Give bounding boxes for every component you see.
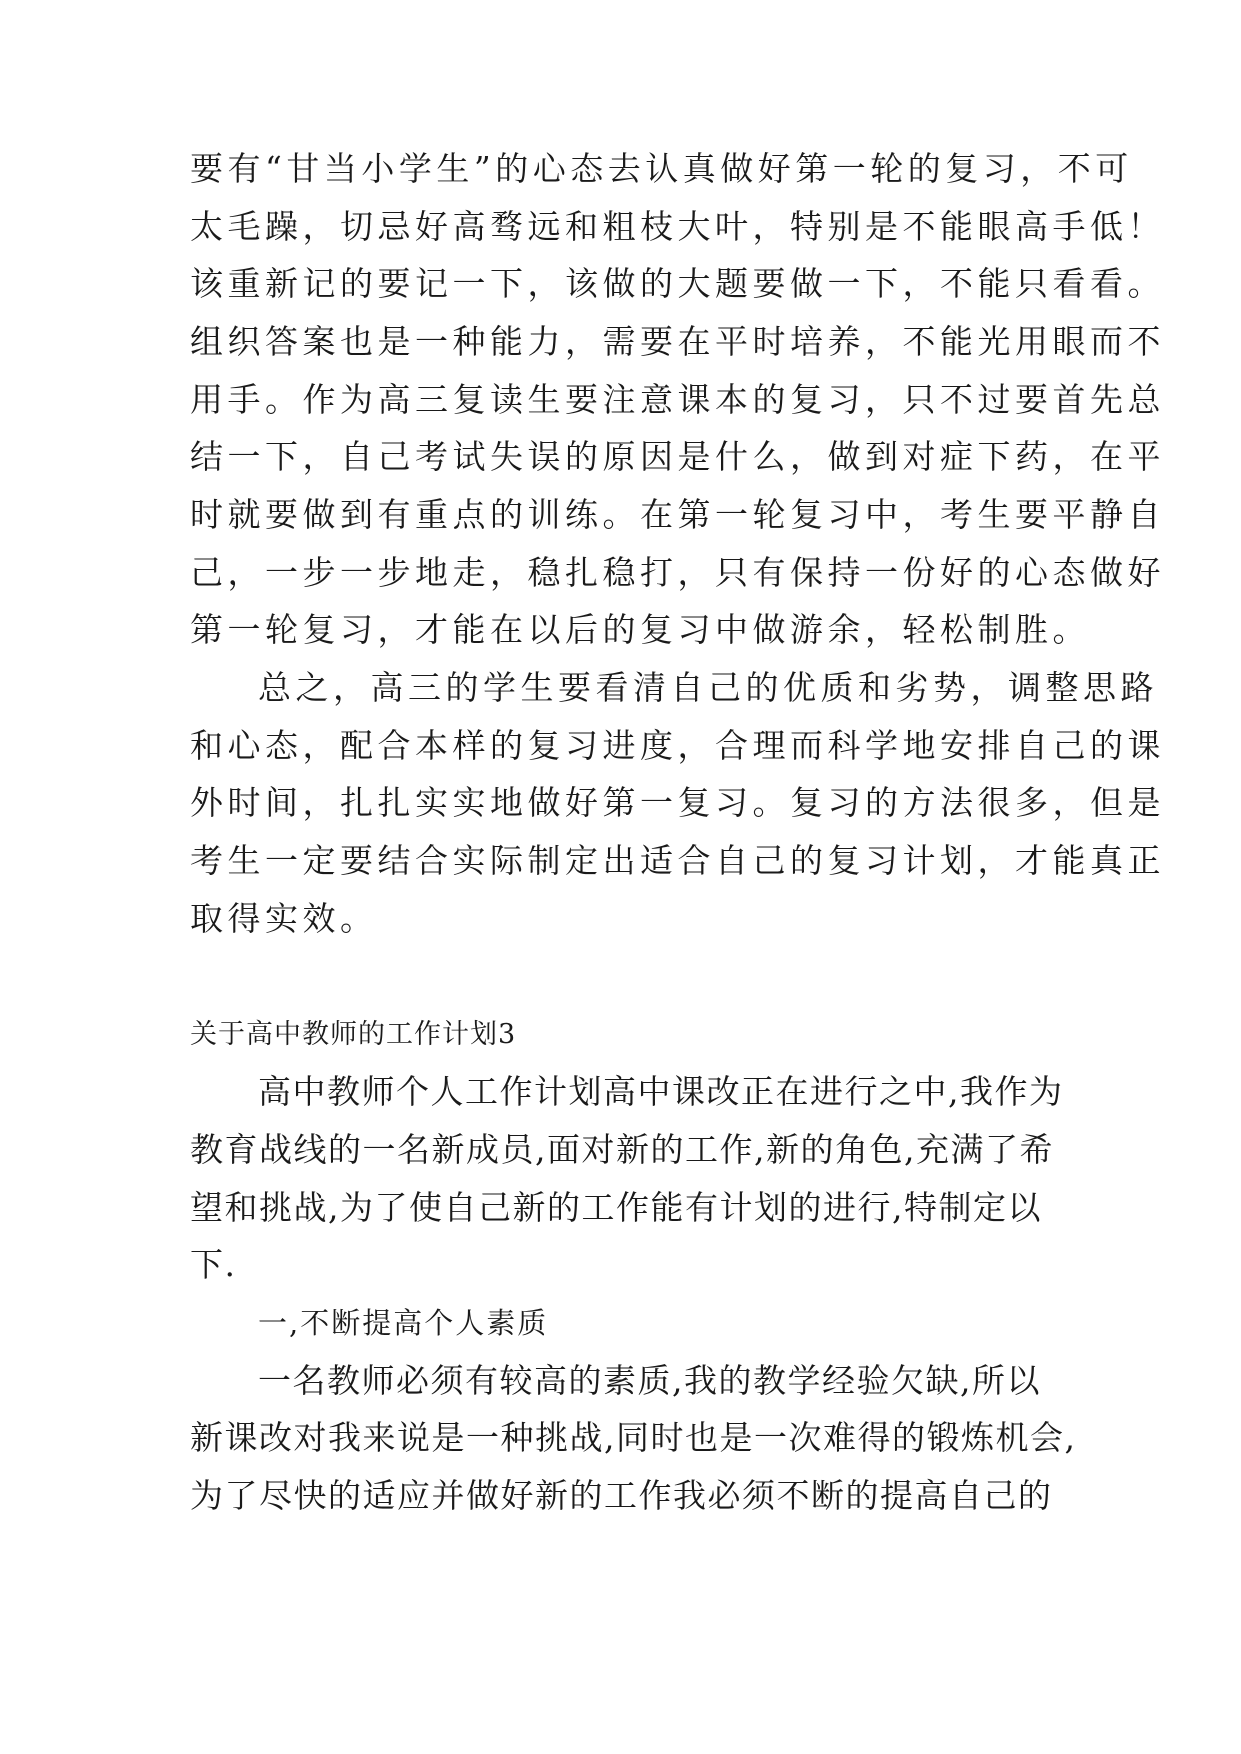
text-line: 己，一步一步地走，稳扎稳打，只有保持一份好的心态做好 (190, 553, 1165, 592)
text-line: 第一轮复习，才能在以后的复习中做游余，轻松制胜。 (190, 610, 1090, 649)
text-line: 新课改对我来说是一种挑战,同时也是一次难得的锻炼机会, (190, 1418, 1077, 1457)
text-line: 时就要做到有重点的训练。在第一轮复习中，考生要平静自 (190, 495, 1165, 534)
text-line: 为了尽快的适应并做好新的工作我必须不断的提高自己的 (190, 1476, 1053, 1515)
text-line: 要有“甘当小学生”的心态去认真做好第一轮的复习，不可 (190, 149, 1133, 188)
section-heading: 关于高中教师的工作计划3 (190, 1019, 517, 1050)
text-line: 用手。作为高三复读生要注意课本的复习，只不过要首先总 (190, 380, 1165, 419)
text-line: 总之，高三的学生要看清自己的优质和劣势，调整思路 (258, 668, 1158, 707)
text-line: 结一下，自己考试失误的原因是什么，做到对症下药，在平 (190, 437, 1165, 476)
text-line: 下. (190, 1245, 237, 1284)
text-line: 教育战线的一名新成员,面对新的工作,新的角色,充满了希 (190, 1130, 1054, 1169)
text-line: 一名教师必须有较高的素质,我的教学经验欠缺,所以 (258, 1361, 1041, 1400)
text-line: 和心态，配合本样的复习进度，合理而科学地安排自己的课 (190, 726, 1165, 765)
text-line: 外时间，扎扎实实地做好第一复习。复习的方法很多，但是 (190, 783, 1165, 822)
text-line: 组织答案也是一种能力，需要在平时培养，不能光用眼而不 (190, 322, 1165, 361)
subheading: 一,不断提高个人素质 (258, 1306, 549, 1340)
text-line: 高中教师个人工作计划高中课改正在进行之中,我作为 (258, 1072, 1064, 1111)
text-line: 考生一定要结合实际制定出适合自己的复习计划，才能真正 (190, 841, 1165, 880)
text-line: 该重新记的要记一下，该做的大题要做一下，不能只看看。 (190, 264, 1165, 303)
text-line: 取得实效。 (190, 899, 378, 938)
text-line: 望和挑战,为了使自己新的工作能有计划的进行,特制定以 (190, 1188, 1042, 1227)
text-line: 太毛躁，切忌好高骛远和粗枝大叶，特别是不能眼高手低！ (190, 207, 1165, 246)
